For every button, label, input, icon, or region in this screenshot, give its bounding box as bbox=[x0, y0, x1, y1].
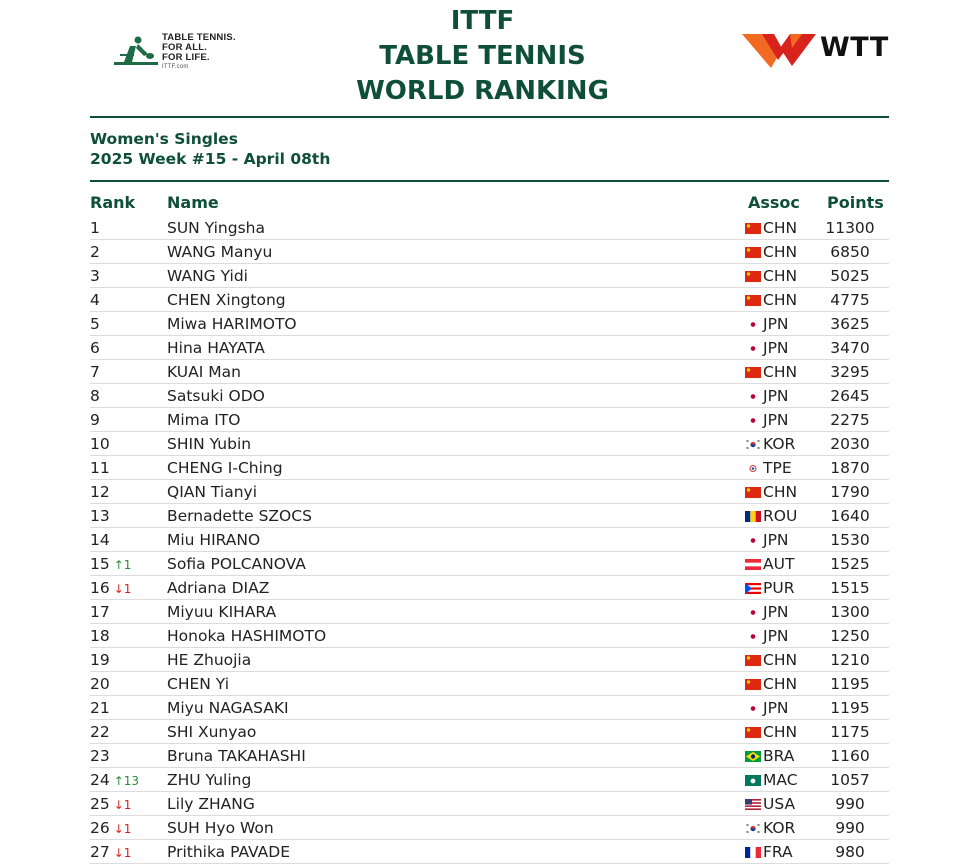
assoc-cell bbox=[745, 579, 794, 597]
rank-change: ↓1 bbox=[113, 582, 132, 596]
assoc-cell bbox=[745, 603, 789, 621]
assoc-code: KOR bbox=[763, 435, 796, 453]
assoc-cell bbox=[745, 651, 797, 669]
assoc-code: JPN bbox=[763, 531, 789, 549]
points-value: 1250 bbox=[830, 627, 870, 645]
assoc-cell bbox=[745, 459, 792, 477]
jp-flag-icon bbox=[745, 319, 761, 330]
table-row bbox=[90, 480, 889, 504]
player-name: Satsuki ODO bbox=[167, 387, 265, 405]
rank-value: 8 bbox=[90, 387, 100, 405]
rank-value: 22 bbox=[90, 723, 110, 741]
player-name: Miyu NAGASAKI bbox=[167, 699, 289, 717]
rank-cell bbox=[90, 387, 104, 405]
table-row bbox=[90, 504, 889, 528]
points-value: 6850 bbox=[830, 243, 870, 261]
cn-flag-icon bbox=[745, 223, 761, 234]
at-flag-icon bbox=[745, 559, 761, 570]
assoc-cell bbox=[745, 267, 797, 285]
player-name: Hina HAYATA bbox=[167, 339, 265, 357]
rank-cell bbox=[90, 435, 114, 453]
points-value: 3625 bbox=[830, 315, 870, 333]
assoc-code: KOR bbox=[763, 819, 796, 837]
wtt-logo-icon bbox=[740, 30, 818, 70]
table-row bbox=[90, 792, 889, 816]
cn-flag-icon bbox=[745, 271, 761, 282]
assoc-code: AUT bbox=[763, 555, 795, 573]
pr-flag-icon bbox=[745, 583, 761, 594]
player-name: SUH Hyo Won bbox=[167, 819, 274, 837]
wtt-logo bbox=[740, 30, 900, 70]
player-name: CHEN Yi bbox=[167, 675, 230, 693]
points-value: 1195 bbox=[830, 699, 870, 717]
assoc-code: CHN bbox=[763, 675, 798, 693]
points-value: 3470 bbox=[830, 339, 870, 357]
player-name: SUN Yingsha bbox=[167, 219, 265, 237]
assoc-cell bbox=[745, 771, 798, 789]
rank-value: 27 bbox=[90, 843, 110, 861]
table-row bbox=[90, 264, 889, 288]
jp-flag-icon bbox=[745, 415, 761, 426]
table-row bbox=[90, 696, 889, 720]
player-name: QIAN Tianyi bbox=[167, 483, 257, 501]
assoc-cell bbox=[745, 819, 795, 837]
player-name: Adriana DIAZ bbox=[167, 579, 270, 597]
rank-value: 23 bbox=[90, 747, 110, 765]
player-name: Sofia POLCANOVA bbox=[167, 555, 306, 573]
rank-cell bbox=[90, 795, 131, 813]
assoc-code: JPN bbox=[763, 627, 789, 645]
assoc-cell bbox=[745, 555, 794, 573]
points-value: 1160 bbox=[830, 747, 870, 765]
title-line: WORLD RANKING bbox=[356, 76, 609, 106]
player-name: WANG Manyu bbox=[167, 243, 273, 261]
cn-flag-icon bbox=[745, 295, 761, 306]
assoc-code: CHN bbox=[763, 363, 798, 381]
rank-value: 13 bbox=[90, 507, 110, 525]
player-name: WANG Yidi bbox=[167, 267, 248, 285]
player-name: CHEN Xingtong bbox=[167, 291, 286, 309]
column-header-rank: Rank bbox=[90, 193, 136, 212]
points-value: 980 bbox=[835, 843, 865, 861]
jp-flag-icon bbox=[745, 607, 761, 618]
table-row bbox=[90, 528, 889, 552]
rank-cell bbox=[90, 315, 104, 333]
assoc-code: PUR bbox=[763, 579, 795, 597]
assoc-code: JPN bbox=[763, 411, 789, 429]
table-row bbox=[90, 240, 889, 264]
points-value: 1210 bbox=[830, 651, 870, 669]
us-flag-icon bbox=[745, 799, 761, 810]
rank-change: ↓1 bbox=[113, 822, 132, 836]
cn-flag-icon bbox=[745, 247, 761, 258]
rank-cell bbox=[90, 243, 104, 261]
title-line: ITTF bbox=[450, 6, 515, 36]
assoc-cell bbox=[745, 627, 789, 645]
points-value: 1195 bbox=[830, 675, 870, 693]
subtitle-divider bbox=[90, 180, 889, 182]
assoc-code: CHN bbox=[763, 291, 798, 309]
assoc-cell bbox=[745, 675, 797, 693]
cn-flag-icon bbox=[745, 487, 761, 498]
rank-value: 11 bbox=[90, 459, 110, 477]
jp-flag-icon bbox=[745, 703, 761, 714]
points-value: 1640 bbox=[830, 507, 870, 525]
assoc-code: BRA bbox=[763, 747, 795, 765]
player-name: Bernadette SZOCS bbox=[167, 507, 312, 525]
player-name: HE Zhuojia bbox=[167, 651, 252, 669]
assoc-cell bbox=[745, 243, 797, 261]
rank-value: 9 bbox=[90, 411, 100, 429]
points-value: 990 bbox=[835, 795, 865, 813]
rank-value: 19 bbox=[90, 651, 110, 669]
table-row bbox=[90, 816, 889, 840]
rank-cell bbox=[90, 579, 131, 597]
rank-value: 2 bbox=[90, 243, 100, 261]
cn-flag-icon bbox=[745, 727, 761, 738]
table-row bbox=[90, 456, 889, 480]
rank-value: 25 bbox=[90, 795, 110, 813]
assoc-cell bbox=[745, 435, 795, 453]
assoc-cell bbox=[745, 507, 797, 525]
jp-flag-icon bbox=[745, 535, 761, 546]
table-row bbox=[90, 744, 889, 768]
points-value: 1790 bbox=[830, 483, 870, 501]
points-value: 3295 bbox=[830, 363, 870, 381]
rank-value: 1 bbox=[90, 219, 100, 237]
rank-cell bbox=[90, 603, 114, 621]
assoc-code: MAC bbox=[763, 771, 798, 789]
ranking-subtitle bbox=[90, 129, 330, 169]
kr-flag-icon bbox=[745, 439, 761, 450]
assoc-cell bbox=[745, 291, 797, 309]
player-name: Miwa HARIMOTO bbox=[167, 315, 297, 333]
title-line: TABLE TENNIS bbox=[379, 41, 586, 71]
rank-value: 6 bbox=[90, 339, 100, 357]
fr-flag-icon bbox=[745, 847, 761, 858]
cn-flag-icon bbox=[745, 367, 761, 378]
ittf-slogan-line: FOR LIFE. bbox=[162, 52, 210, 63]
tpe-flag-icon bbox=[745, 463, 761, 474]
rank-cell bbox=[90, 723, 114, 741]
rank-value: 7 bbox=[90, 363, 100, 381]
rank-change: ↓1 bbox=[113, 798, 132, 812]
table-header bbox=[90, 193, 889, 215]
rank-cell bbox=[90, 819, 131, 837]
rank-cell bbox=[90, 267, 104, 285]
rank-cell bbox=[90, 531, 114, 549]
rank-value: 12 bbox=[90, 483, 110, 501]
rank-value: 10 bbox=[90, 435, 110, 453]
page-header bbox=[0, 0, 965, 112]
rank-cell bbox=[90, 219, 104, 237]
rank-value: 21 bbox=[90, 699, 110, 717]
rank-change: ↓1 bbox=[113, 846, 132, 860]
player-name: Mima ITO bbox=[167, 411, 241, 429]
points-value: 2030 bbox=[830, 435, 870, 453]
rank-value: 3 bbox=[90, 267, 100, 285]
player-name: KUAI Man bbox=[167, 363, 241, 381]
header-divider bbox=[90, 116, 889, 118]
assoc-code: JPN bbox=[763, 699, 789, 717]
table-row bbox=[90, 768, 889, 792]
player-name: SHIN Yubin bbox=[167, 435, 252, 453]
assoc-code: FRA bbox=[763, 843, 793, 861]
table-row bbox=[90, 288, 889, 312]
table-row bbox=[90, 216, 889, 240]
assoc-cell bbox=[745, 363, 797, 381]
player-name: ZHU Yuling bbox=[167, 771, 252, 789]
table-row bbox=[90, 672, 889, 696]
assoc-cell bbox=[745, 315, 789, 333]
rank-value: 24 bbox=[90, 771, 110, 789]
rank-value: 5 bbox=[90, 315, 100, 333]
assoc-code: JPN bbox=[763, 603, 789, 621]
assoc-code: USA bbox=[763, 795, 796, 813]
player-name: CHENG I-Ching bbox=[167, 459, 283, 477]
rank-cell bbox=[90, 651, 114, 669]
assoc-cell bbox=[745, 219, 797, 237]
rank-value: 16 bbox=[90, 579, 110, 597]
table-row bbox=[90, 576, 889, 600]
ittf-url: ITTF.com bbox=[162, 64, 189, 70]
table-row bbox=[90, 720, 889, 744]
ranking-table bbox=[90, 216, 889, 864]
mo-flag-icon bbox=[745, 775, 761, 786]
rank-cell bbox=[90, 555, 131, 573]
column-header-assoc: Assoc bbox=[748, 193, 800, 212]
points-value: 2645 bbox=[830, 387, 870, 405]
table-row bbox=[90, 432, 889, 456]
rank-cell bbox=[90, 675, 114, 693]
points-value: 1525 bbox=[830, 555, 870, 573]
player-name: Honoka HASHIMOTO bbox=[167, 627, 327, 645]
assoc-cell bbox=[745, 723, 797, 741]
player-name: Lily ZHANG bbox=[167, 795, 255, 813]
assoc-cell bbox=[745, 699, 789, 717]
assoc-cell bbox=[745, 531, 789, 549]
assoc-code: CHN bbox=[763, 219, 798, 237]
br-flag-icon bbox=[745, 751, 761, 762]
rank-cell bbox=[90, 747, 114, 765]
player-name: Miu HIRANO bbox=[167, 531, 261, 549]
ranking-week: 2025 Week #15 - April 08th bbox=[90, 150, 331, 168]
table-row bbox=[90, 336, 889, 360]
rank-cell bbox=[90, 843, 131, 861]
rank-change: ↑1 bbox=[113, 558, 132, 572]
assoc-cell bbox=[745, 339, 789, 357]
ro-flag-icon bbox=[745, 511, 761, 522]
rank-cell bbox=[90, 411, 104, 429]
table-row bbox=[90, 648, 889, 672]
kr-flag-icon bbox=[745, 823, 761, 834]
assoc-code: CHN bbox=[763, 651, 798, 669]
points-value: 11300 bbox=[825, 219, 875, 237]
assoc-code: JPN bbox=[763, 315, 789, 333]
points-value: 1300 bbox=[830, 603, 870, 621]
rank-value: 20 bbox=[90, 675, 110, 693]
table-row bbox=[90, 408, 889, 432]
assoc-cell bbox=[745, 387, 789, 405]
rank-cell bbox=[90, 627, 114, 645]
assoc-code: CHN bbox=[763, 267, 798, 285]
table-row bbox=[90, 552, 889, 576]
column-header-name: Name bbox=[167, 193, 219, 212]
table-row bbox=[90, 840, 889, 864]
rank-cell bbox=[90, 459, 114, 477]
assoc-code: CHN bbox=[763, 483, 798, 501]
assoc-code: TPE bbox=[763, 459, 792, 477]
points-value: 2275 bbox=[830, 411, 870, 429]
jp-flag-icon bbox=[745, 391, 761, 402]
ittf-slogan-line: FOR ALL. bbox=[162, 42, 208, 53]
points-value: 4775 bbox=[830, 291, 870, 309]
rank-cell bbox=[90, 483, 114, 501]
table-row bbox=[90, 384, 889, 408]
assoc-cell bbox=[745, 483, 797, 501]
rank-value: 26 bbox=[90, 819, 110, 837]
cn-flag-icon bbox=[745, 679, 761, 690]
rank-value: 4 bbox=[90, 291, 100, 309]
assoc-code: JPN bbox=[763, 339, 789, 357]
table-row bbox=[90, 360, 889, 384]
rank-value: 14 bbox=[90, 531, 110, 549]
assoc-cell bbox=[745, 795, 795, 813]
rank-value: 18 bbox=[90, 627, 110, 645]
rank-cell bbox=[90, 507, 114, 525]
ranking-category: Women's Singles bbox=[90, 130, 238, 148]
rank-cell bbox=[90, 699, 114, 717]
rank-change: ↑13 bbox=[113, 774, 140, 788]
assoc-code: CHN bbox=[763, 723, 798, 741]
wtt-logo-text: WTT bbox=[820, 32, 889, 63]
assoc-cell bbox=[745, 411, 789, 429]
assoc-code: JPN bbox=[763, 387, 789, 405]
rank-cell bbox=[90, 363, 104, 381]
points-value: 5025 bbox=[830, 267, 870, 285]
rank-value: 15 bbox=[90, 555, 110, 573]
column-header-points: Points bbox=[827, 193, 884, 212]
points-value: 1530 bbox=[830, 531, 870, 549]
jp-flag-icon bbox=[745, 343, 761, 354]
player-name: Miyuu KIHARA bbox=[167, 603, 277, 621]
points-value: 990 bbox=[835, 819, 865, 837]
player-name: SHI Xunyao bbox=[167, 723, 257, 741]
rank-cell bbox=[90, 291, 104, 309]
points-value: 1057 bbox=[830, 771, 870, 789]
jp-flag-icon bbox=[745, 631, 761, 642]
player-name: Bruna TAKAHASHI bbox=[167, 747, 306, 765]
assoc-cell bbox=[745, 843, 793, 861]
points-value: 1175 bbox=[830, 723, 870, 741]
points-value: 1870 bbox=[830, 459, 870, 477]
table-row bbox=[90, 624, 889, 648]
assoc-code: ROU bbox=[763, 507, 798, 525]
assoc-cell bbox=[745, 747, 794, 765]
rank-value: 17 bbox=[90, 603, 110, 621]
points-value: 1515 bbox=[830, 579, 870, 597]
cn-flag-icon bbox=[745, 655, 761, 666]
rank-cell bbox=[90, 771, 139, 789]
assoc-code: CHN bbox=[763, 243, 798, 261]
player-name: Prithika PAVADE bbox=[167, 843, 291, 861]
table-row bbox=[90, 600, 889, 624]
table-row bbox=[90, 312, 889, 336]
rank-cell bbox=[90, 339, 104, 357]
ittf-slogan-line: TABLE TENNIS. bbox=[162, 32, 236, 43]
